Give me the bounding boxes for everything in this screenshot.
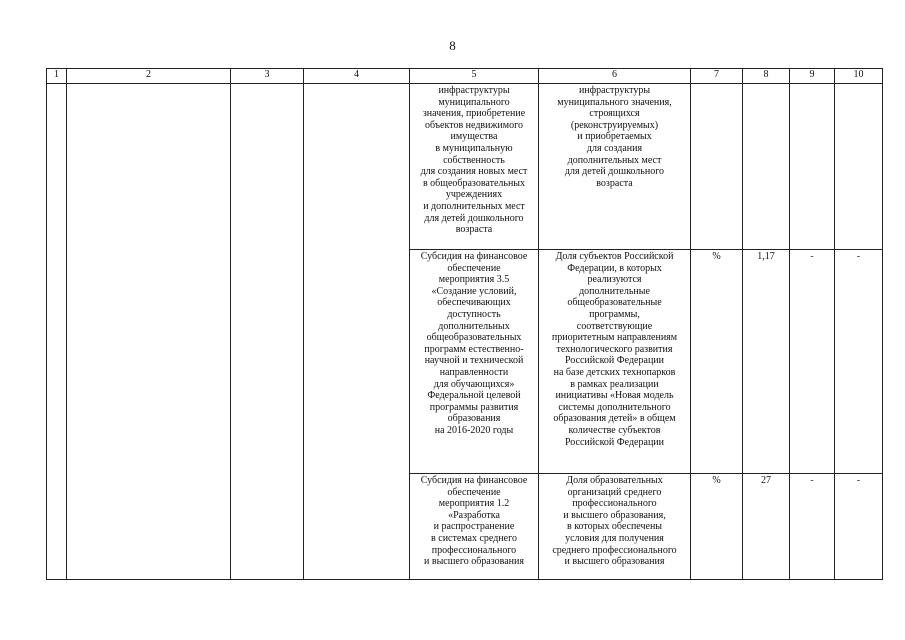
unit-cell: % [691,474,743,580]
indicator-name-cell: Доля образовательных организаций среднего профессионального и высшего образования, в которых обеспечены условия для получения среднего профессионального и высшего образования [539,474,691,580]
subsidy-name-cell: инфраструктуры муниципального значения, приобретение объектов недвижимого имущества в муниципальную собственность для создания новых мест в общеобразовательных учреждениях и дополнительных мест для детей дошкольного возраста [410,84,539,250]
column-9-cell: - [790,474,835,580]
column-header: 4 [304,69,410,84]
column-2-cell [67,84,231,580]
value-cell: 1,17 [743,250,790,474]
data-table [46,68,883,580]
column-3-cell [231,84,304,580]
column-header: 3 [231,69,304,84]
column-10-cell: - [835,474,883,580]
value-cell: 27 [743,474,790,580]
column-header: 8 [743,69,790,84]
table-row [47,84,883,250]
indicator-name-cell: Доля субъектов Российской Федерации, в которых реализуются дополнительные общеобразовательные программы, соответствующие приоритетным направлениям технологического развития Российской Федерации на базе детских технопарков в рамках реализации инициативы «Новая модель системы дополнительного образования детей» в общем количестве субъектов Российской Федерации [539,250,691,474]
page-number: 8 [449,38,456,53]
column-header: 2 [67,69,231,84]
unit-cell: % [691,250,743,474]
column-header: 10 [835,69,883,84]
column-1-cell [47,84,67,580]
subsidy-name-cell: Субсидия на финансовое обеспечение мероприятия 1.2 «Разработка и распространение в системах среднего профессионального и высшего образования [410,474,539,580]
column-9-cell [790,84,835,250]
column-9-cell: - [790,250,835,474]
column-header: 7 [691,69,743,84]
indicator-name-cell: инфраструктуры муниципального значения, строящихся (реконструируемых) и приобретаемых для создания дополнительных мест для детей дошкольного возраста [539,84,691,250]
subsidy-name-cell: Субсидия на финансовое обеспечение мероприятия 3.5 «Создание условий, обеспечивающих доступность дополнительных общеобразовательных программ естественно- научной и технической направленности для обучающихся» Федеральной целевой программы развития образования на 2016-2020 годы [410,250,539,474]
column-10-cell [835,84,883,250]
column-header: 9 [790,69,835,84]
column-4-cell [304,84,410,580]
value-cell [743,84,790,250]
column-header: 5 [410,69,539,84]
column-header: 6 [539,69,691,84]
unit-cell [691,84,743,250]
column-header: 1 [47,69,67,84]
header-row [47,69,883,84]
column-10-cell: - [835,250,883,474]
